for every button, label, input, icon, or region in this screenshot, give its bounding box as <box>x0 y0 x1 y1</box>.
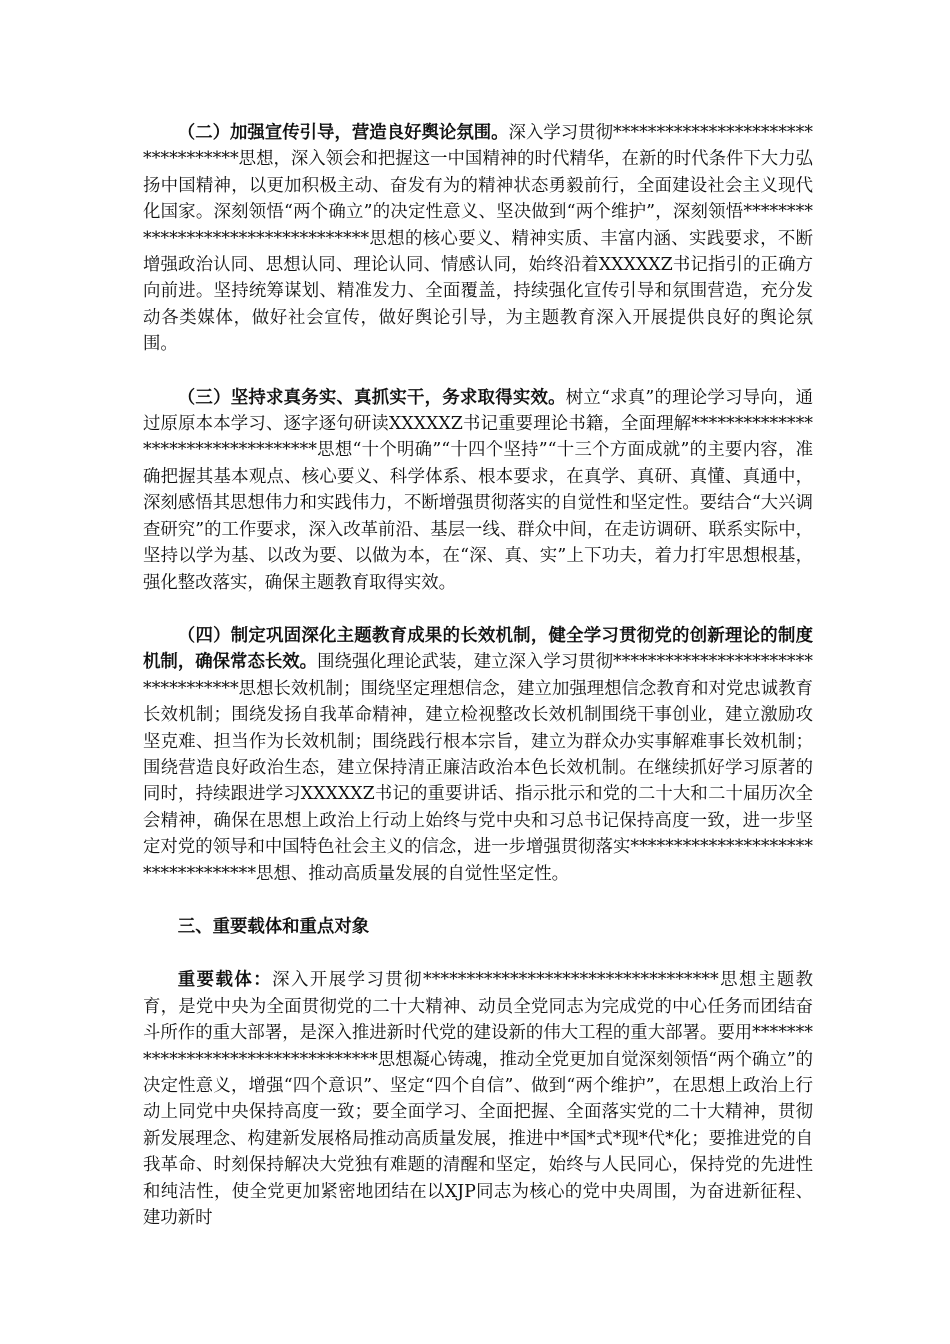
section-heading: 三、重要载体和重点对象 <box>177 916 370 937</box>
paragraph-publicity-guidance <box>143 120 813 358</box>
paragraph-key-carriers <box>143 967 813 1231</box>
paragraph-practical-results <box>143 385 813 596</box>
paragraph-text: 深入开展学习贯彻**********************************思想主题教育，是党中央为全面贯彻党的二十大精神、动员全党同志为完成党的中心任务而团结奋斗所作的重大部署，是深入推进新时代党的建设新的伟大工程的重大部署。要用**********************************思想凝心铸魂，推动全党更加自觉深刻领悟“两个确立”的决定性意义，增强“四个意识”、坚定“四个自信”、做到“两个维护”，在思想上政治上行动上同党中央保持高度一致；要全面学习、全面把握、全面落实党的二十大精神，贯彻新发展理念、构建新发展格局推动高质量发展，推进中*国*式*现*代*化；要推进党的自我革命、时刻保持解决大党独有难题的清醒和坚定，始终与人民同心，保持党的先进性和纯洁性，使全党更加紧密地团结在以XJP同志为核心的党中央周围，为奋进新征程、建功新时 <box>143 970 813 1229</box>
paragraph-text: 围绕强化理论武装，建立深入学习贯彻**********************************思想长效机制；围绕坚定理想信念，建立加强理想信念教育和对党忠诚教育长效机制；围绕发扬自我革命精神，建立检视整改长效机制围绕干事创业，建立激励攻坚克难、担当作为长效机制；围绕践行根本宗旨，建立为群众办实事解难事长效机制；围绕营造良好政治生态，建立保持清正廉洁政治本色长效机制。在继续抓好学习原著的同时，持续跟进学习XXXXXZ书记的重要讲话、指示批示和党的二十大和二十届历次全会精神，确保在思想上政治上行动上始终与党中央和习总书记保持高度一致，进一步坚定对党的领导和中国特色社会主义的信念，进一步增强贯彻落实**********************************思想、推动高质量发展的自觉性坚定性。 <box>143 652 813 884</box>
paragraph-text: 树立“求真”的理论学习导向，通过原原本本学习、逐字逐句研读XXXXXZ书记重要理论书籍，全面理解**********************************思想“十个明确”“十四个坚持”“十三个方面成就”的主要内容，准确把握其基本观点、核心要义、科学体系、根本要求，在真学、真研、真懂、真通中，深刻感悟其思想伟力和实践伟力，不断增强贯彻落实的自觉性和坚定性。要结合“大兴调查研究”的工作要求，深入改革前沿、基层一线、群众中间，在走访调研、联系实际中，坚持以学为基、以改为要、以做为本，在“深、真、实”上下功夫，着力打牢思想根基，强化整改落实，确保主题教育取得实效。 <box>143 387 813 593</box>
paragraph-heading: （三）坚持求真务实、真抓实干，务求取得实效。 <box>177 387 566 408</box>
paragraph-text: 深入学习贯彻**********************************思想，深入领会和把握这一中国精神的时代精华，在新的时代条件下大力弘扬中国精神，以更加积极主动、奋发有为的精神状态勇毅前行，全面建设社会主义现代化国家。深刻领悟“两个确立”的决定性意义、坚决做到“两个维护”，深刻领悟**********************************思想的核心要义、精神实质、丰富内涵、实践要求，不断增强政治认同、思想认同、理论认同、情感认同，始终沿着XXXXXZ书记指引的正确方向前进。坚持统筹谋划、精准发力、全面覆盖，持续强化宣传引导和氛围营造，充分发动各类媒体，做好社会宣传，做好舆论引导，为主题教育深入开展提供良好的舆论氛围。 <box>143 123 813 355</box>
paragraph-heading: （二）加强宣传引导，营造良好舆论氛围。 <box>177 123 509 143</box>
paragraph-heading: 重要载体： <box>177 970 273 991</box>
paragraph-heading: （四）制定巩固深化主题教育成果的长效机制，健全学习贯彻党的创新理论的制度机制，确保常态长效。 <box>143 625 813 673</box>
paragraph-long-term-mechanism <box>143 623 813 887</box>
document-body <box>143 120 813 1231</box>
